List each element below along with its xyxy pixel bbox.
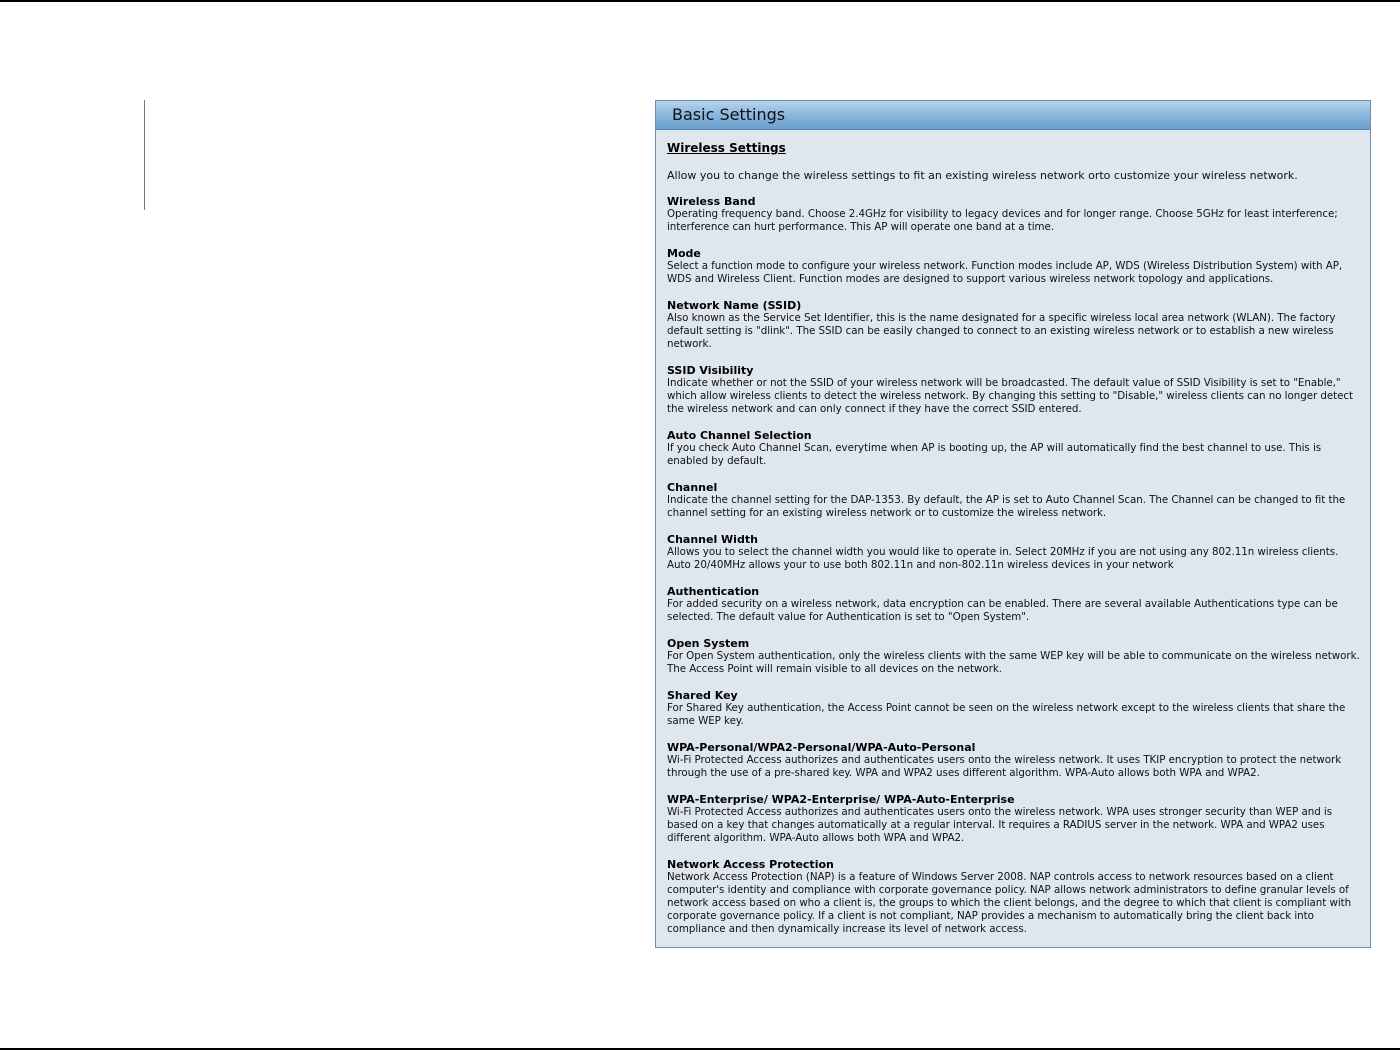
entry-term: Mode [667,247,701,260]
left-margin-line [144,100,145,210]
entry-term: Auto Channel Selection [667,429,812,442]
entry-term: Open System [667,637,750,650]
entry-term: Wireless Band [667,195,756,208]
entry-description: Operating frequency band. Choose 2.4GHz for visibility to legacy devices and for longer range. Choose 5GHz for least interference; interference can hurt performance. This AP will operate one band at a time. [667,208,1338,233]
entry-term: Network Name (SSID) [667,299,802,312]
help-entry-ssid-visibility [667,364,1362,416]
entry-description: Wi-Fi Protected Access authorizes and authenticates users onto the wireless network. WPA uses stronger security than WEP and is based on a key that changes automatically at a regular interval. It requires a RADIUS server in the network. WPA and WPA2 uses different algorithm. WPA-Auto allows both WPA and WPA2. [667,806,1333,844]
entry-description: If you check Auto Channel Scan, everytime when AP is booting up, the AP will automatically find the best channel to use. This is enabled by default. [667,442,1322,467]
entry-term: Network Access Protection [667,858,834,871]
entry-description: Wi-Fi Protected Access authorizes and authenticates users onto the wireless network. It uses TKIP encryption to protect the network through the use of a pre-shared key. WPA and WPA2 uses different algorithm. WPA-Auto allows both WPA and WPA2. [667,754,1342,779]
entry-term: Shared Key [667,689,738,702]
entry-term: WPA-Enterprise/ WPA2-Enterprise/ WPA-Auto-Enterprise [667,793,1015,806]
help-content [656,130,1370,936]
help-entry-channel-width [667,533,1362,572]
entry-term: Channel [667,481,718,494]
help-entry-wpa-personal [667,741,1362,780]
entry-term: WPA-Personal/WPA2-Personal/WPA-Auto-Personal [667,741,976,754]
help-entry-open-system [667,637,1362,676]
wireless-settings-heading: Wireless Settings [667,141,786,155]
entry-description: Indicate the channel setting for the DAP-1353. By default, the AP is set to Auto Channel Scan. The Channel can be changed to fit the channel setting for an existing wireless network or to customize the wireless network. [667,494,1346,519]
entry-description: For added security on a wireless network, data encryption can be enabled. There are several available Authentications type can be selected. The default value for Authentication is set to "Open System". [667,598,1338,623]
entry-description: Indicate whether or not the SSID of your wireless network will be broadcasted. The default value of SSID Visibility is set to "Enable," which allow wireless clients to detect the wireless network. By changing this setting to "Disable," wireless clients can no longer detect the wireless network and can only connect if they have the correct SSID entered. [667,377,1354,415]
help-entry-authentication [667,585,1362,624]
help-entry-auto-channel-selection [667,429,1362,468]
entry-description: For Open System authentication, only the wireless clients with the same WEP key will be able to communicate on the wireless network. The Access Point will remain visible to all devices on the network. [667,650,1360,675]
help-entry-wpa-enterprise [667,793,1362,845]
entry-term: SSID Visibility [667,364,754,377]
help-entry-network-access-protection [667,858,1362,936]
entry-description: Also known as the Service Set Identifier, this is the name designated for a specific wireless local area network (WLAN). The factory default setting is "dlink". The SSID can be easily changed to connect to an existing wireless network or to establish a new wireless network. [667,312,1336,350]
entry-term: Authentication [667,585,760,598]
panel-title: Basic Settings [672,105,786,124]
help-entry-shared-key [667,689,1362,728]
help-entry-channel [667,481,1362,520]
help-entry-network-name [667,299,1362,351]
entry-term: Channel Width [667,533,758,546]
wireless-settings-intro: Allow you to change the wireless settings to fit an existing wireless network orto customize your wireless network. [667,169,1298,182]
help-entry-wireless-band [667,195,1362,234]
entry-description: Network Access Protection (NAP) is a feature of Windows Server 2008. NAP controls access to network resources based on a client computer's identity and compliance with corporate governance policy. NAP allows network administrators to define granular levels of network access based on who a client is, the groups to which the client belongs, and the degree to which that client is compliant with corporate governance policy. If a client is not compliant, NAP provides a mechanism to automatically bring the client back into compliance and then dynamically increase its level of network access. [667,871,1352,935]
bottom-page-rule [0,1048,1400,1050]
entry-description: Allows you to select the channel width you would like to operate in. Select 20MHz if you are not using any 802.11n wireless clients. Auto 20/40MHz allows your to use both 802.11n and non-802.11n wireless devices in your network [667,546,1339,571]
top-page-rule [0,0,1400,2]
entry-description: Select a function mode to configure your wireless network. Function modes include AP, WDS (Wireless Distribution System) with AP, WDS and Wireless Client. Function modes are designed to support various wireless network topology and applications. [667,260,1343,285]
help-entry-mode [667,247,1362,286]
panel-title-bar [656,101,1370,130]
entry-description: For Shared Key authentication, the Access Point cannot be seen on the wireless network except to the wireless clients that share the same WEP key. [667,702,1346,727]
basic-settings-help-panel [655,100,1371,948]
